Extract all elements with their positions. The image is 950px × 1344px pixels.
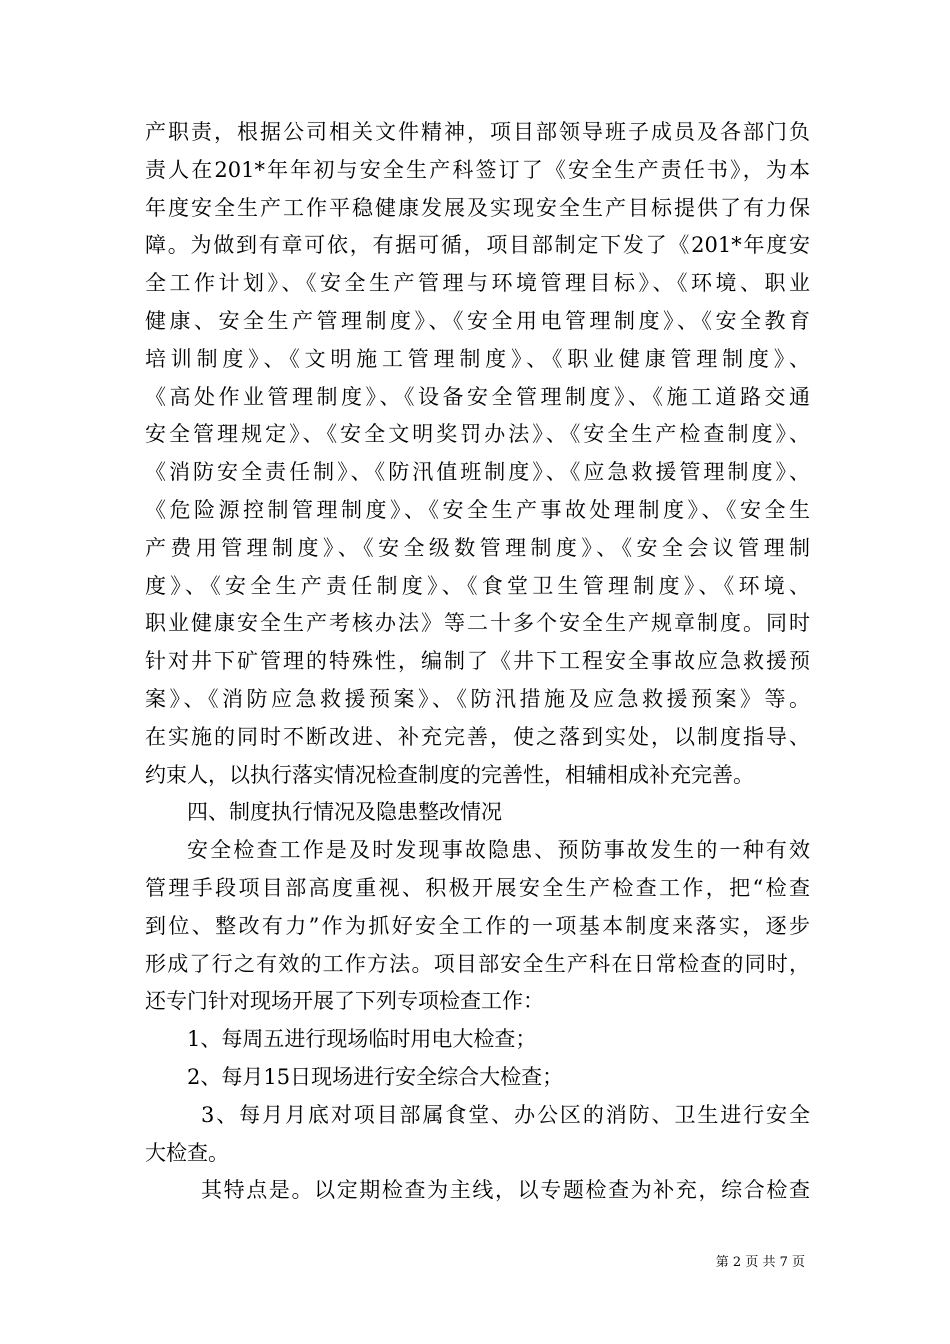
text-line: 安全检查工作是及时发现事故隐患、预防事故发生的一种有效 xyxy=(187,838,810,863)
page-number: 第 2 页 共 7 页 xyxy=(715,1255,805,1270)
text-line: 《高处作业管理制度》、《设备安全管理制度》、《施工道路交通 xyxy=(145,384,810,409)
list-item: 2、每月15日现场进行安全综合大检查； xyxy=(187,1064,564,1089)
document-body xyxy=(145,114,810,1210)
text-line: 《危险源控制管理制度》、《安全生产事故处理制度》、《安全生 xyxy=(145,497,810,522)
text-line: 障。为做到有章可依，有据可循，项目部制定下发了《201*年度安 xyxy=(145,233,810,258)
text-line: 在实施的同时不断改进、补充完善，使之落到实处，以制度指导、 xyxy=(145,724,810,749)
section-heading: 四、制度执行情况及隐患整改情况 xyxy=(187,800,502,825)
text-line: 《消防安全责任制》、《防汛值班制度》、《应急救援管理制度》、 xyxy=(145,460,810,485)
text-line: 健康、安全生产管理制度》、《安全用电管理制度》、《安全教育 xyxy=(145,308,810,333)
text-line: 针对井下矿管理的特殊性，编制了《井下工程安全事故应急救援预 xyxy=(145,649,810,674)
text-line: 管理手段项目部高度重视、积极开展安全生产检查工作，把“检查 xyxy=(145,875,810,900)
text-line: 全工作计划》、《安全生产管理与环境管理目标》、《环境、职业 xyxy=(145,271,810,296)
text-line: 案》、《消防应急救援预案》、《防汛措施及应急救援预案》等。 xyxy=(145,686,810,711)
text-line: 职业健康安全生产考核办法》等二十多个安全生产规章制度。同时 xyxy=(145,611,810,636)
text-line: 责人在201*年年初与安全生产科签订了《安全生产责任书》，为本 xyxy=(145,157,810,182)
text-line: 大检查。 xyxy=(145,1140,229,1165)
text-line: 度》、《安全生产责任制度》、《食堂卫生管理制度》、《环境、 xyxy=(145,573,810,598)
text-line: 年度安全生产工作平稳健康发展及实现安全生产目标提供了有力保 xyxy=(145,195,810,220)
text-line: 形成了行之有效的工作方法。项目部安全生产科在日常检查的同时， xyxy=(145,951,810,976)
text-line: 安全管理规定》、《安全文明奖罚办法》、《安全生产检查制度》、 xyxy=(145,422,810,447)
text-line: 约束人，以执行落实情况检查制度的完善性，相辅相成补充完善。 xyxy=(145,762,754,787)
text-line: 到位、整改有力”作为抓好安全工作的一项基本制度来落实，逐步 xyxy=(145,913,810,938)
list-item: 1、每周五进行现场临时用电大检查； xyxy=(187,1027,537,1052)
text-line: 其特点是。以定期检查为主线，以专题检查为补充，综合检查 xyxy=(201,1178,810,1203)
text-line: 产费用管理制度》、《安全级数管理制度》、《安全会议管理制 xyxy=(145,535,810,560)
list-item: 3、每月月底对项目部属食堂、办公区的消防、卫生进行安全 xyxy=(201,1102,810,1127)
text-line: 还专门针对现场开展了下列专项检查工作： xyxy=(145,989,544,1014)
text-line: 产职责，根据公司相关文件精神，项目部领导班子成员及各部门负 xyxy=(145,120,810,144)
text-line: 培训制度》、《文明施工管理制度》、《职业健康管理制度》、 xyxy=(145,346,810,371)
